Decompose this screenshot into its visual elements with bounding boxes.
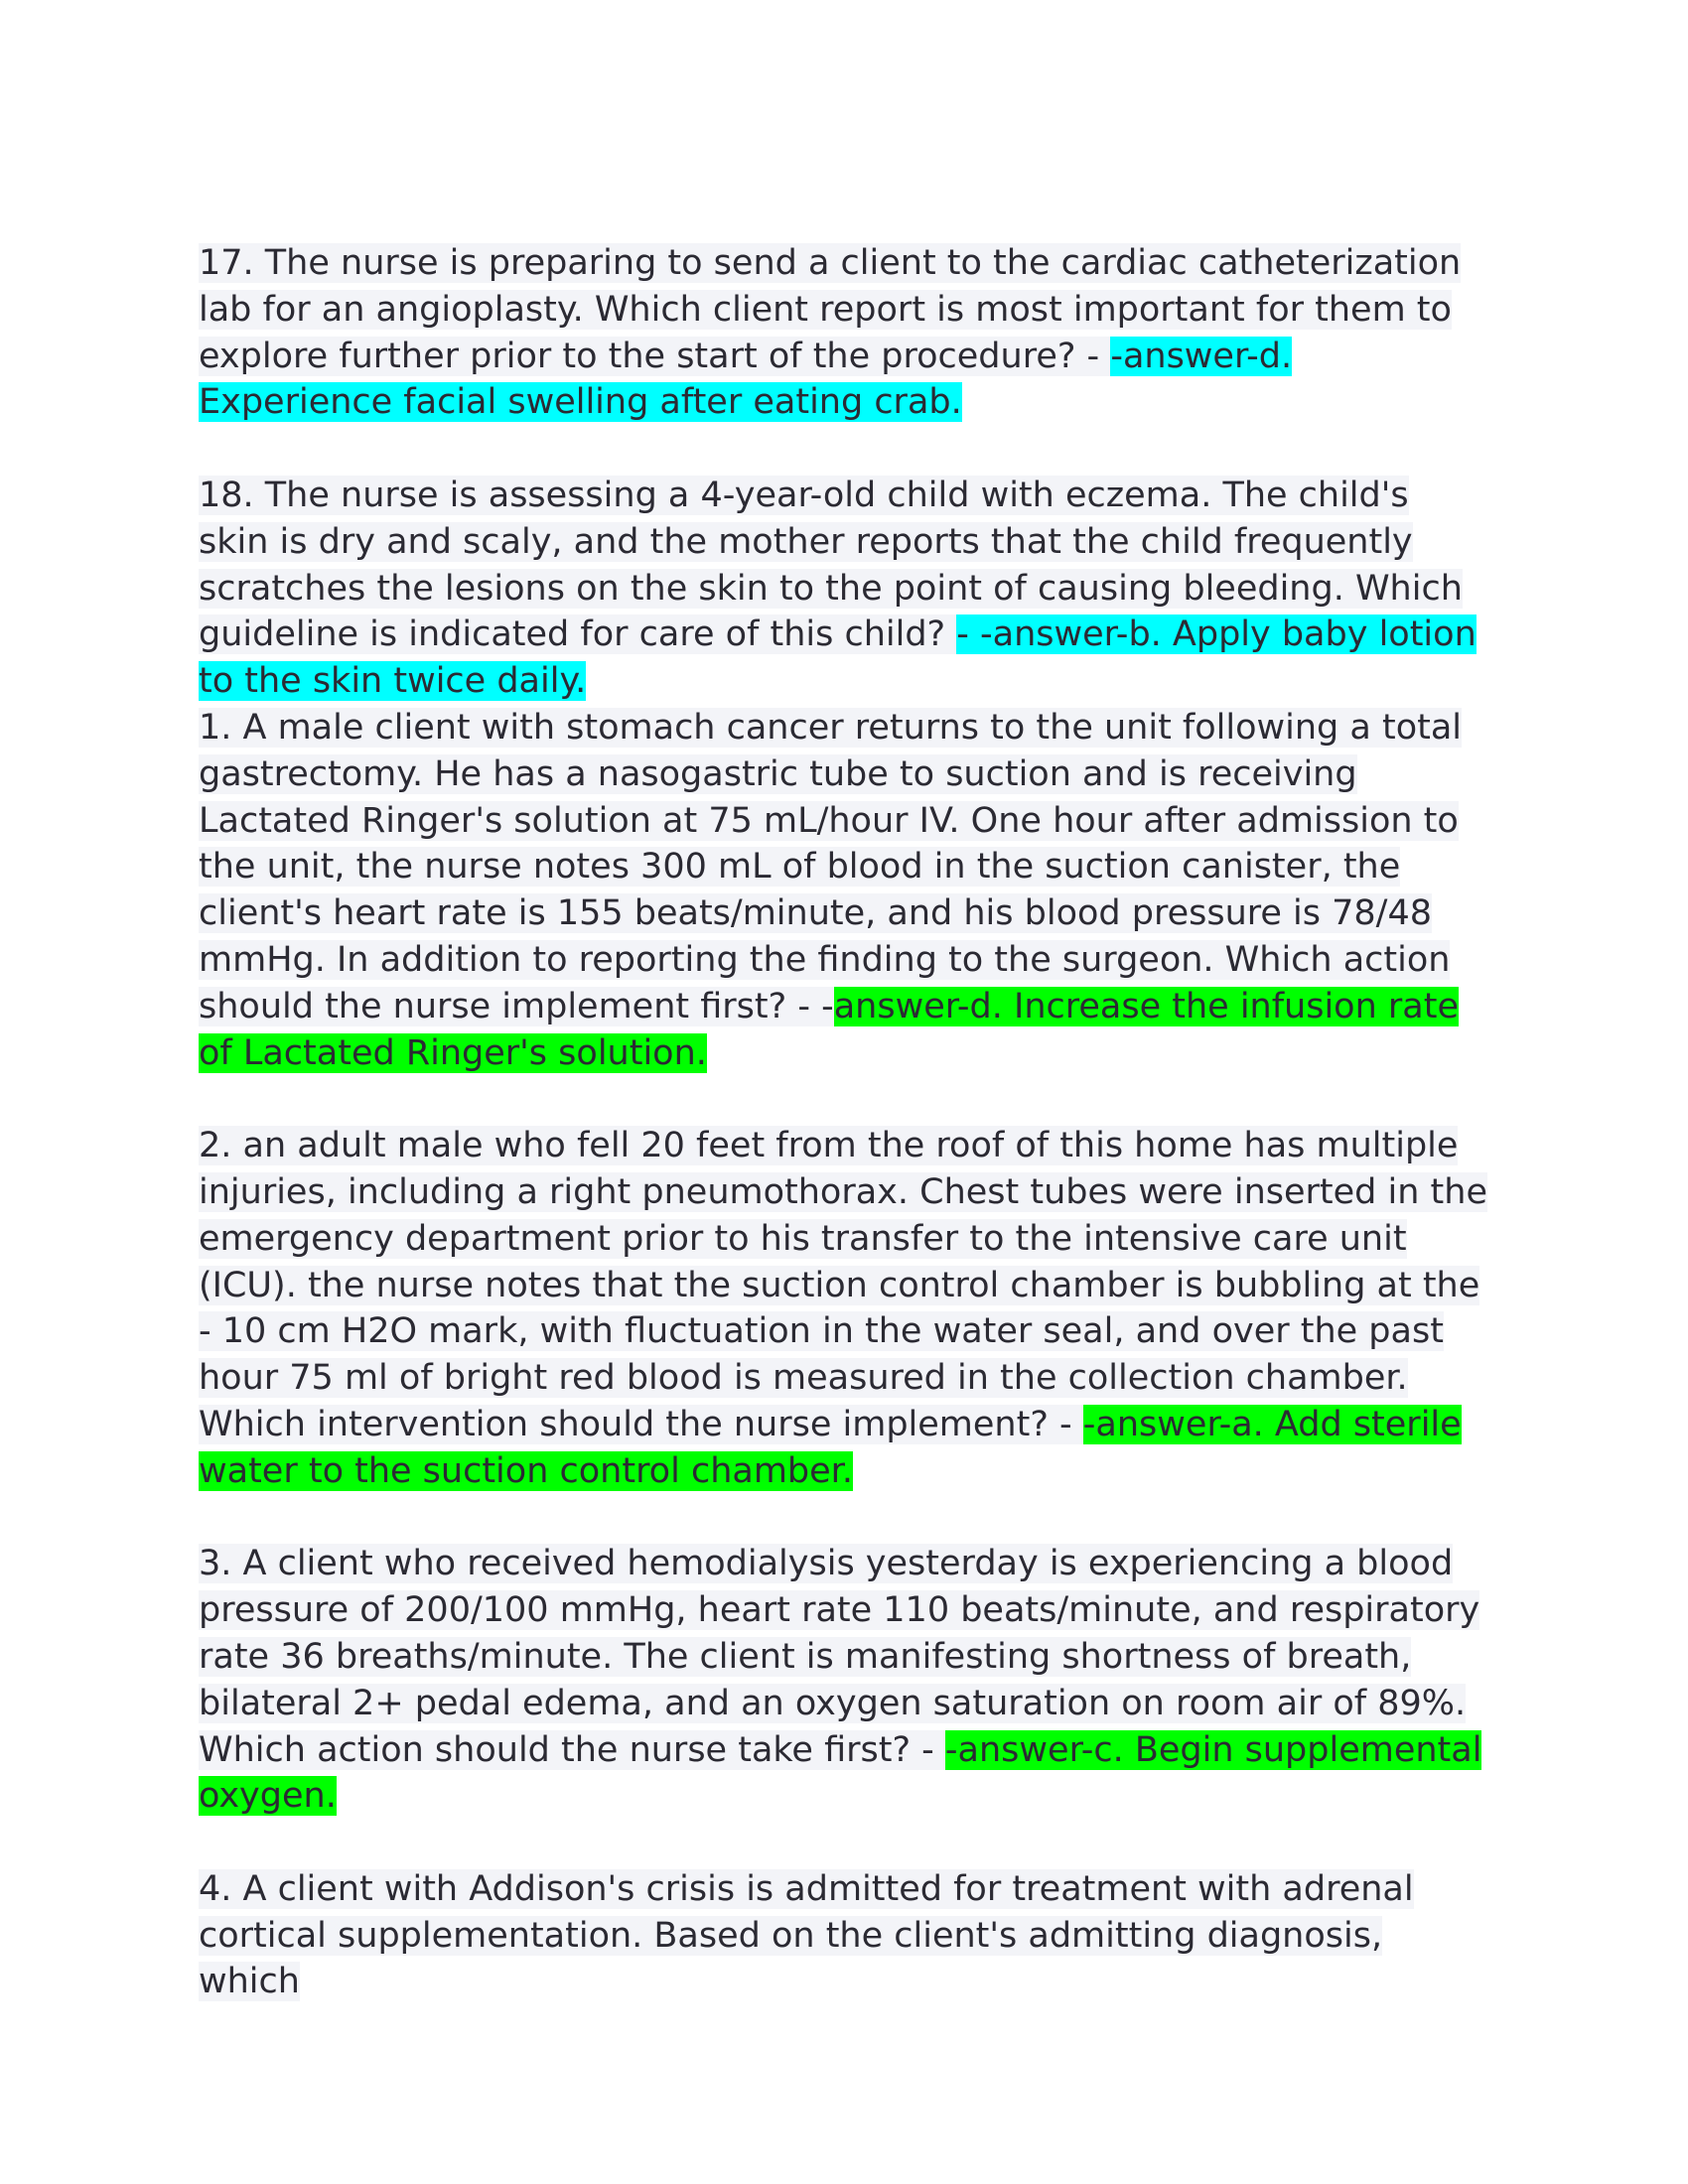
question-4 (199, 1866, 1489, 2005)
question-text: 17. The nurse is preparing to send a client to the cardiac catheterization lab for an angioplasty. Which client report is most important for them to explore further prior to the start of the procedure? - (199, 243, 1462, 376)
answer-highlight: -answer-d. Experience facial swelling after eating crab. (199, 336, 1293, 423)
question-17 (199, 240, 1489, 426)
document-body (199, 240, 1489, 2005)
answer-highlight: -answer-c. Begin supplemental oxygen. (199, 1729, 1482, 1817)
answer-highlight: answer-d. Increase the infusion rate of Lactated Ringer's solution. (199, 986, 1459, 1073)
question-text: 3. A client who received hemodialysis yesterday is experiencing a blood pressure of 200/100 mmHg, heart rate 110 beats/minute, and respiratory rate 36 breaths/minute. The client is manifesting shortness of breath, bilateral 2+ pedal edema, and an oxygen saturation on room air of 89%. Which action should the nurse take first? - (199, 1544, 1480, 1770)
question-18 (199, 473, 1489, 705)
answer-highlight: -answer-a. Add sterile water to the suction control chamber. (199, 1404, 1462, 1491)
question-3 (199, 1541, 1489, 1820)
question-2 (199, 1123, 1489, 1494)
question-text: 1. A male client with stomach cancer returns to the unit following a total gastrectomy. He has a nasogastric tube to suction and is receiving Lactated Ringer's solution at 75 mL/hour IV. One hour after admission to the unit, the nurse notes 300 mL of blood in the suction canister, the client's heart rate is 155 beats/minute, and his blood pressure is 78/48 mmHg. In addition to reporting the finding to the surgeon. Which action should the nurse implement first? - - (199, 707, 1462, 1026)
question-1 (199, 705, 1489, 1076)
question-text: 4. A client with Addison's crisis is admitted for treatment with adrenal cortical supplementation. Based on the client's admitting diagnosis, which (199, 1868, 1414, 2002)
answer-highlight: - -answer-b. Apply baby lotion to the skin twice daily. (199, 614, 1477, 702)
question-text: 2. an adult male who fell 20 feet from the roof of this home has multiple injuries, including a right pneumothorax. Chest tubes were inserted in the emergency department prior to his transfer to the intensive care unit (ICU). the nurse notes that the suction control chamber is bubbling at the - 10 cm H2O mark, with fluctuation in the water seal, and over the past hour 75 ml of bright red blood is measured in the collection chamber. Which intervention should the nurse implement? - (199, 1126, 1487, 1444)
question-text: 18. The nurse is assessing a 4-year-old child with eczema. The child's skin is dry and scaly, and the mother reports that the child frequently scratches the lesions on the skin to the point of causing bleeding. Which guideline is indicated for care of this child? (199, 475, 1463, 655)
